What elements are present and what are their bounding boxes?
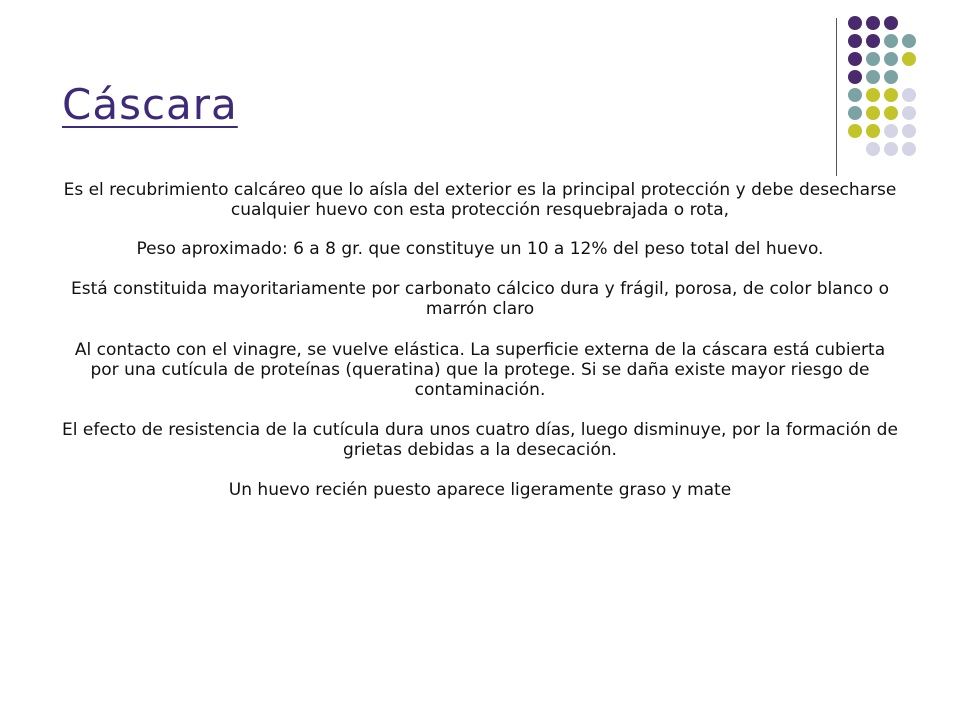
- decorative-dot: [902, 52, 916, 66]
- decorative-dot: [866, 16, 880, 30]
- decorative-dot: [848, 88, 862, 102]
- decorative-dot: [866, 52, 880, 66]
- decorative-dot: [902, 124, 916, 138]
- decorative-dot: [884, 34, 898, 48]
- decorative-dot: [902, 142, 916, 156]
- decorative-divider-line: [836, 18, 837, 176]
- decorative-dot: [902, 88, 916, 102]
- decorative-dot: [884, 52, 898, 66]
- decorative-dot: [848, 52, 862, 66]
- decorative-dot: [884, 106, 898, 120]
- decorative-dot: [848, 124, 862, 138]
- paragraph-resistance-duration: El efecto de resistencia de la cutícula dura unos cuatro días, luego disminuye, por la formación de grietas debidas a la desecación.: [62, 420, 898, 460]
- decorative-dot: [866, 142, 880, 156]
- paragraph-cuticle-definition: Es el recubrimiento calcáreo que lo aísla del exterior es la principal protección y debe desecharse cualquier huevo con esta protección resquebrajada o rota,: [63, 180, 897, 220]
- paragraph-vinegar-reaction: Al contacto con el vinagre, se vuelve elástica. La superficie externa de la cáscara está cubierta por una cutícula de proteínas (queratina) que la protege. Si se daña existe mayor riesgo de contaminación.: [74, 340, 886, 400]
- decorative-dot: [848, 34, 862, 48]
- slide-body: [60, 180, 900, 500]
- decorative-dot: [884, 124, 898, 138]
- decorative-dot: [884, 142, 898, 156]
- decorative-dot: [902, 34, 916, 48]
- decorative-dot: [866, 106, 880, 120]
- decorative-dot: [884, 88, 898, 102]
- paragraph-composition: Está constituida mayoritariamente por carbonato cálcico dura y frágil, porosa, de color blanco o marrón claro: [71, 279, 889, 319]
- decorative-dot: [866, 70, 880, 84]
- decorative-dot: [848, 70, 862, 84]
- decorative-dot: [902, 106, 916, 120]
- decorative-dot: [866, 124, 880, 138]
- decorative-dot: [848, 16, 862, 30]
- decorative-dot: [884, 16, 898, 30]
- decorative-dot: [866, 88, 880, 102]
- slide-title: Cáscara: [62, 80, 238, 129]
- paragraph-fresh-egg: Un huevo recién puesto aparece ligeramente graso y mate: [228, 480, 732, 500]
- decorative-dot: [866, 34, 880, 48]
- decorative-dot: [848, 106, 862, 120]
- decorative-dot: [884, 70, 898, 84]
- paragraph-weight: Peso aproximado: 6 a 8 gr. que constituye un 10 a 12% del peso total del huevo.: [136, 239, 824, 259]
